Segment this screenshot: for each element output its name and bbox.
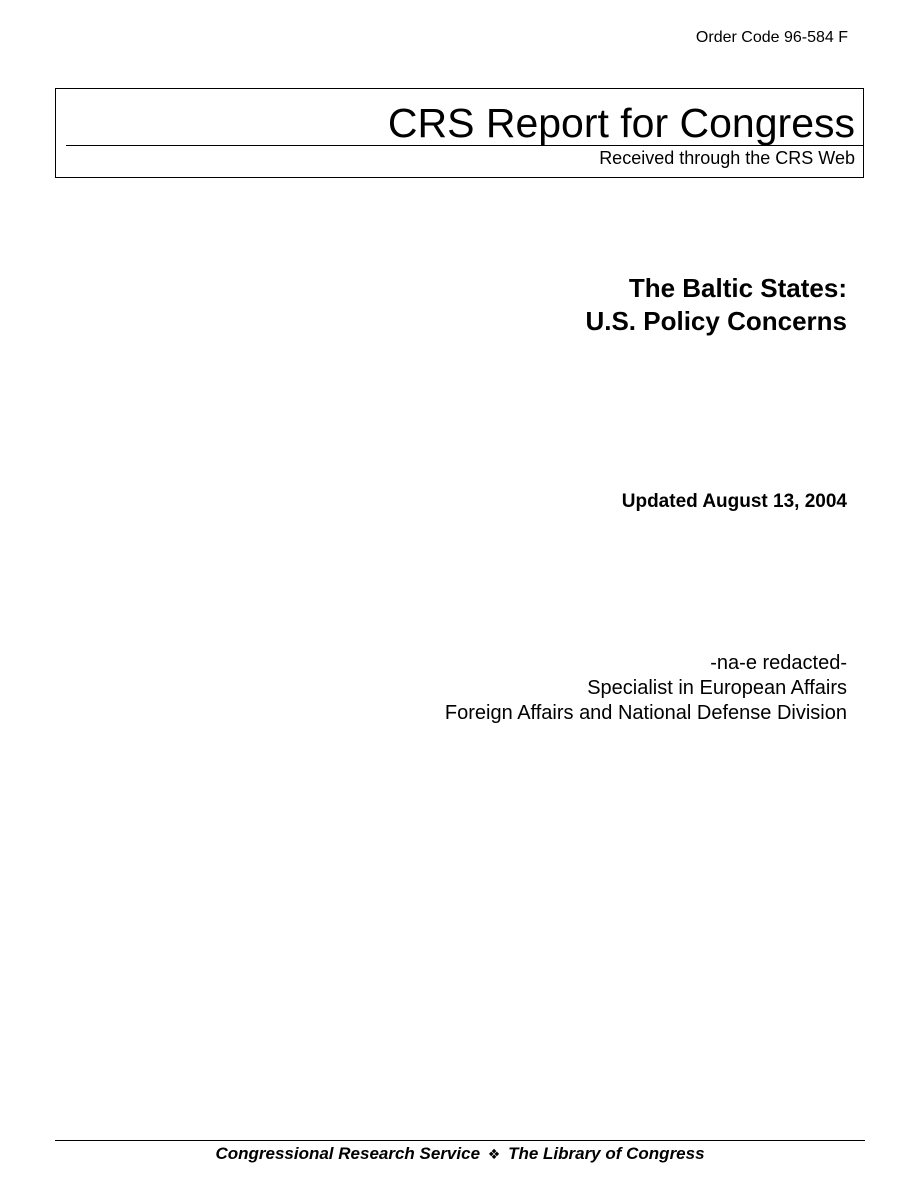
author-position: Specialist in European Affairs — [587, 677, 847, 699]
diamond-separator-icon: ❖ — [487, 1146, 501, 1162]
report-title-line-2: U.S. Policy Concerns — [585, 306, 847, 336]
order-code: Order Code 96-584 F — [695, 29, 848, 46]
footer-right-text: The Library of Congress — [508, 1144, 705, 1163]
author-name: -na-e redacted- — [710, 652, 847, 674]
header-subtitle: Received through the CRS Web — [599, 148, 855, 168]
author-division: Foreign Affairs and National Defense Division — [444, 702, 847, 724]
report-title-line-1: The Baltic States: — [628, 273, 847, 303]
author-block — [445, 651, 847, 726]
report-header-box — [55, 88, 864, 178]
header-divider — [66, 145, 863, 146]
footer — [0, 1143, 920, 1165]
header-title: CRS Report for Congress — [387, 100, 855, 146]
report-title — [585, 272, 847, 338]
footer-left-text: Congressional Research Service — [215, 1144, 481, 1163]
updated-date: Updated August 13, 2004 — [621, 491, 847, 512]
footer-divider — [55, 1140, 865, 1141]
